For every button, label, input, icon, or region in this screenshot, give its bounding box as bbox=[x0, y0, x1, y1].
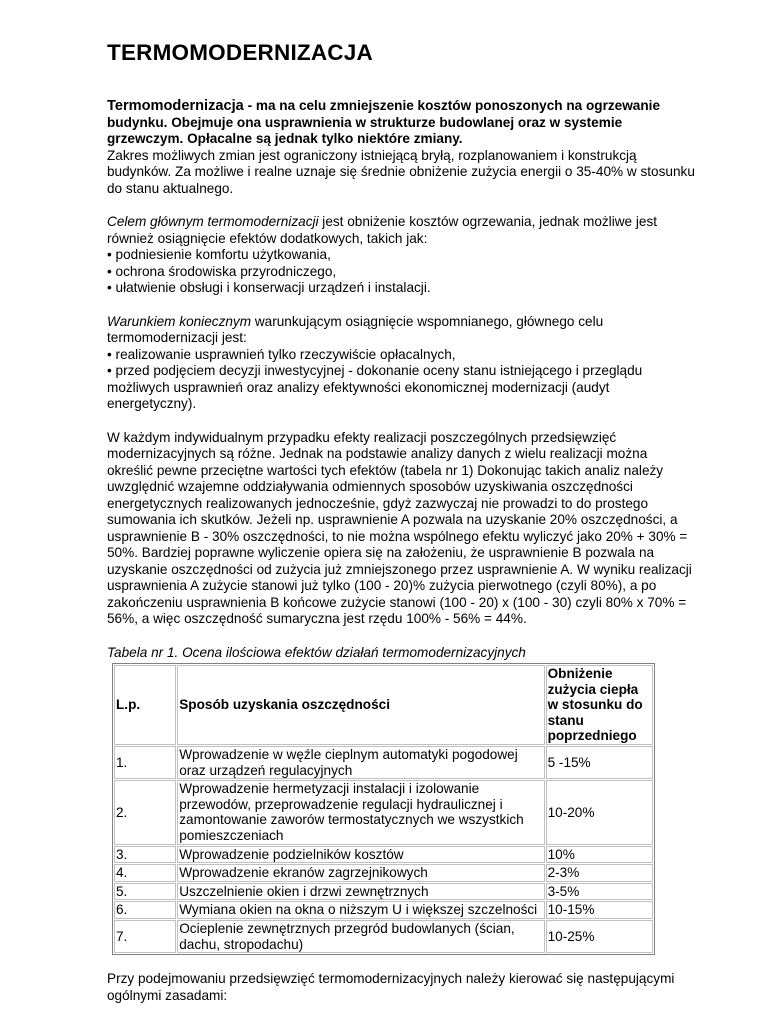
row-reduction: 2-3% bbox=[546, 864, 653, 882]
row-lp: 4. bbox=[114, 864, 176, 882]
goal-item: • podniesienie komfortu użytkowania, bbox=[107, 247, 331, 262]
intro-text: Zakres możliwych zmian jest ograniczony istniejącą bryłą, rozplanowaniem i konstrukcją budynków. Za możliwe i realne uznaje się średnie obniżenie zużycia energii o 35-40% w stosunku do stanu aktualnego. bbox=[107, 147, 695, 196]
row-method: Wprowadzenie ekranów zagrzejnikowych bbox=[177, 864, 544, 882]
row-lp: 7. bbox=[114, 920, 176, 953]
row-reduction: 3-5% bbox=[546, 883, 653, 901]
goal-text: jest obniżenie kosztów ogrzewania, jednak możliwe jest również osiągnięcie efektów dodatkowych, takich jak: bbox=[107, 214, 658, 246]
table-row bbox=[114, 883, 653, 901]
intro-term: Termomodernizacja bbox=[107, 98, 244, 114]
intro-bold bbox=[107, 98, 660, 146]
row-reduction: 10-25% bbox=[546, 920, 653, 953]
row-lp: 2. bbox=[114, 780, 176, 844]
condition-item: • przed podjęciem decyzji inwestycyjnej - dokonanie oceny stanu istniejącego i przeglądu możliwych usprawnień oraz analizy efektywności ekonomicznej modernizacji (audyt energetyczny). bbox=[107, 363, 643, 411]
page-title: TERMOMODERNIZACJA bbox=[107, 40, 373, 65]
goal-item: • ułatwienie obsługi i konserwacji urządzeń i instalacji. bbox=[107, 280, 431, 295]
row-reduction: 10% bbox=[546, 846, 653, 864]
goal-paragraph bbox=[107, 214, 697, 297]
condition-text: warunkującym osiągnięcie wspomnianego, głównego celu termomodernizacji jest: bbox=[107, 313, 604, 345]
row-reduction: 10-15% bbox=[546, 901, 653, 919]
row-method: Wprowadzenie podzielników kosztów bbox=[177, 846, 544, 864]
goal-item: • ochrona środowiska przyrodniczego, bbox=[107, 263, 337, 279]
effects-table bbox=[112, 663, 655, 955]
row-reduction: 5 -15% bbox=[546, 746, 653, 779]
table-caption: Tabela nr 1. Ocena ilościowa efektów działań termomodernizacyjnych bbox=[107, 644, 526, 660]
row-method: Uszczelnienie okien i drzwi zewnętrznych bbox=[177, 883, 544, 901]
row-method: Wprowadzenie w węźle cieplnym automatyki pogodowej oraz urządzeń regulacyjnych bbox=[177, 746, 544, 779]
condition-paragraph bbox=[107, 314, 697, 413]
table-row bbox=[114, 920, 653, 953]
row-method: Ocieplenie zewnętrznych przegród budowlanych (ścian, dachu, stropodachu) bbox=[177, 920, 544, 953]
header-reduction: Obniżenie zużycia ciepła w stosunku do stanu poprzedniego bbox=[546, 665, 653, 745]
table-row bbox=[114, 901, 653, 919]
effects-paragraph: W każdym indywidualnym przypadku efekty realizacji poszczególnych przedsięwzięć modernizacyjnych są różne. Jednak na podstawie analizy danych z wielu realizacji można określić pewne przeciętne wartości tych efektów (tabela nr 1) Dokonując takich analiz należy uwzględnić wzajemne oddziaływania odmiennych sposobów uzyskiwania oszczędności energetycznych realizowanych jednocześnie, gdyż zazwyczaj nie prowadzi to do prostego sumowania ich skutków. Jeżeli np. usprawnienie A pozwala na uzyskanie 20% oszczędności, a usprawnienie B - 30% oszczędności, to nie można wspólnego efektu wyliczyć jako 20% + 30% = 50%. Bardziej poprawne wyliczenie opiera się na założeniu, że usprawnienie B pozwala na uzyskanie oszczędności od zużycia już zmniejszonego przez usprawnienie A. W wyniku realizacji usprawnienia A zużycie stanowi już tylko (100 - 20)% zużycia pierwotnego (czyli 80%), a po zakończeniu usprawnienia B końcowe zużycie stanowi (100 - 20) x (100 - 30) czyli 80% x 70% = 56%, a więc oszczędność sumaryczna jest rzędu 100% - 56% = 44%. bbox=[107, 429, 692, 626]
closing-paragraph: Przy podejmowaniu przedsięwzięć termomodernizacyjnych należy kierować się następującymi ogólnymi zasadami: bbox=[107, 971, 675, 1003]
table-header-row bbox=[114, 665, 653, 745]
goal-emphasis: Celem głównym termomodernizacji bbox=[107, 214, 319, 229]
row-lp: 3. bbox=[114, 846, 176, 864]
row-method: Wymiana okien na okna o niższym U i większej szczelności bbox=[177, 901, 544, 919]
header-lp: L.p. bbox=[114, 665, 176, 745]
row-reduction: 10-20% bbox=[546, 780, 653, 844]
table-row bbox=[114, 864, 653, 882]
document-body bbox=[107, 98, 697, 1021]
condition-item: • realizowanie usprawnień tylko rzeczywiście opłacalnych, bbox=[107, 346, 456, 362]
table-row bbox=[114, 780, 653, 844]
table-row bbox=[114, 846, 653, 864]
table-row bbox=[114, 746, 653, 779]
row-method: Wprowadzenie hermetyzacji instalacji i izolowanie przewodów, przeprowadzenie regulacji hydraulicznej i zamontowanie zaworów termostatycznych we wszystkich pomieszczeniach bbox=[177, 780, 544, 844]
row-lp: 6. bbox=[114, 901, 176, 919]
row-lp: 5. bbox=[114, 883, 176, 901]
row-lp: 1. bbox=[114, 746, 176, 779]
header-method: Sposób uzyskania oszczędności bbox=[177, 665, 544, 745]
condition-emphasis: Warunkiem koniecznym bbox=[107, 313, 252, 329]
intro-paragraph bbox=[107, 98, 697, 197]
intro-bold-rest: - ma na celu zmniejszenie kosztów ponoszonych na ogrzewanie budynku. Obejmuje ona usprawnienia w strukturze budowlanej oraz w systemie grzewczym. Opłacalne są jednak tylko niektóre zmiany. bbox=[107, 98, 661, 146]
